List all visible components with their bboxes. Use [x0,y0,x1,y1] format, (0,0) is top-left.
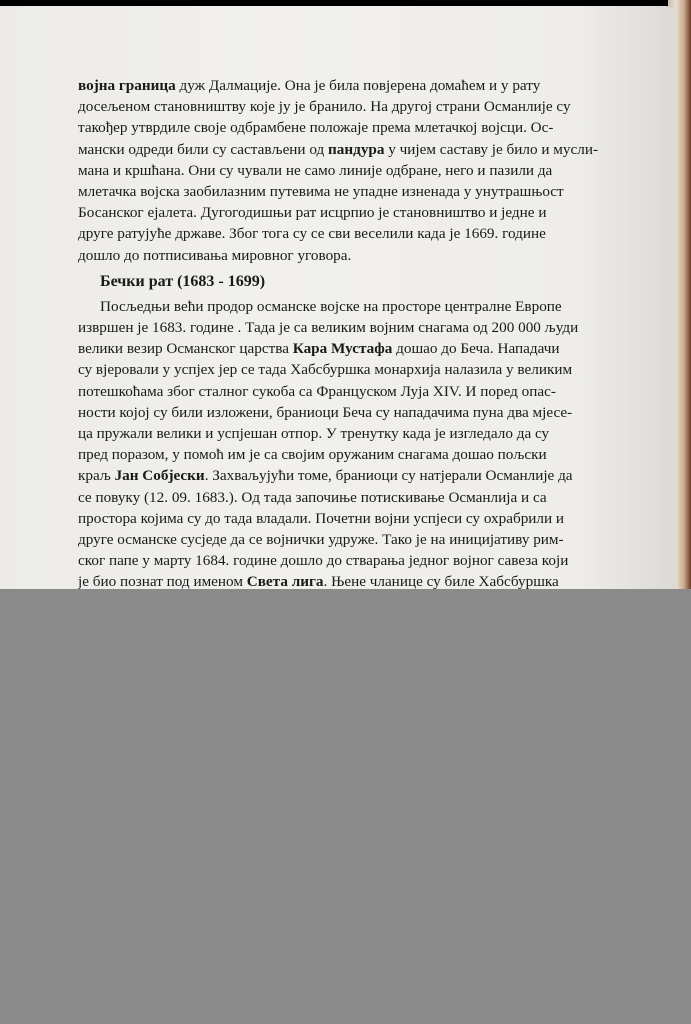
bold-term: пандура [328,140,385,158]
text-run: мански одреди били су састављени од [78,140,329,158]
text-line: пред поразом, у помоћ им је са својим оружаним снагама дошао пољски [78,446,547,464]
bold-term: војна граница [78,77,176,94]
text-line: Босанског ејалета. Дугогодишњи рат исцрпио је становништво и једне и [78,204,547,222]
text-run: велики везир Османског царства [78,340,293,358]
text-run: у чијем саставу је било и мусли- [384,140,599,158]
text-run: . Захваљујући томе, браниоци су натјерали Османлије да [204,467,573,485]
text-line: потешкоћама због сталног сукоба са Француском Луја XIV. И поред опас- [78,382,556,400]
bold-term: Јан Собјески [114,467,205,485]
text-line: млетачка војска заобилазним путевима не упадне изненада у унутрашњост [78,182,564,200]
text-line: ског папе у марту 1684. године дошло до стварања једног војног савеза који [78,552,569,570]
text-line: дошло до потписивања мировног уговора. [78,246,352,264]
text-line [78,571,644,589]
text-line [78,338,644,359]
text-line: друге османске сусједе да се војнички удруже. Тако је на иницијативу рим- [78,530,564,548]
bold-term: Кара Мустафа [292,340,393,358]
text-line: ности којој су били изложени, браниоци Беча су нападачима пуна два мјесе- [78,403,573,421]
text-run: је био познат под именом [78,573,247,589]
text-line: такођер утврдиле своје одбрамбене положаје према млетачкој војсци. Ос- [78,119,554,137]
section-heading: Бечки рат (1683 - 1699) [100,272,266,290]
text-line: Посљедњи већи продор османске војске на просторе централне Европе [100,297,562,315]
text-run: дошао до Беча. Нападачи [392,340,560,358]
text-run: дуж Далмације. Она је била повјерена домаћем и у рату [175,77,541,94]
text-line [78,139,644,160]
text-line: извршен је 1683. године . Тада је са великим војним снагама од 200 000 људи [78,319,579,337]
text-line [78,465,644,486]
text-line: друге ратујуће државе. Због тога су се сви веселили када је 1669. године [78,225,546,243]
text-line: простора којима су до тада владали. Почетни војни успјеси су охрабрили и [78,509,565,527]
text-run: краљ [78,467,115,485]
text-line: ца пружали велики и успјешан отпор. У тренутку када је изгледало да су [78,425,550,442]
text-run: . Њене чланице су биле Хабсбуршка [323,573,559,589]
text-line: су вјеровали у успјех јер се тада Хабсбуршка монархија налазила у великим [78,361,573,379]
page-text [78,75,644,589]
text-line: мана и кршћана. Они су чували не само линије одбране, него и пазили да [78,161,553,179]
blank-gray-area [0,589,691,1024]
text-line: се повуку (12. 09. 1683.). Од тада започиње потискивање Османлија и са [78,488,547,506]
text-line [78,75,644,96]
text-line: досељеном становништву које ју је бранило. На другој страни Османлије су [78,98,571,116]
bold-term: Света лига [246,573,324,589]
